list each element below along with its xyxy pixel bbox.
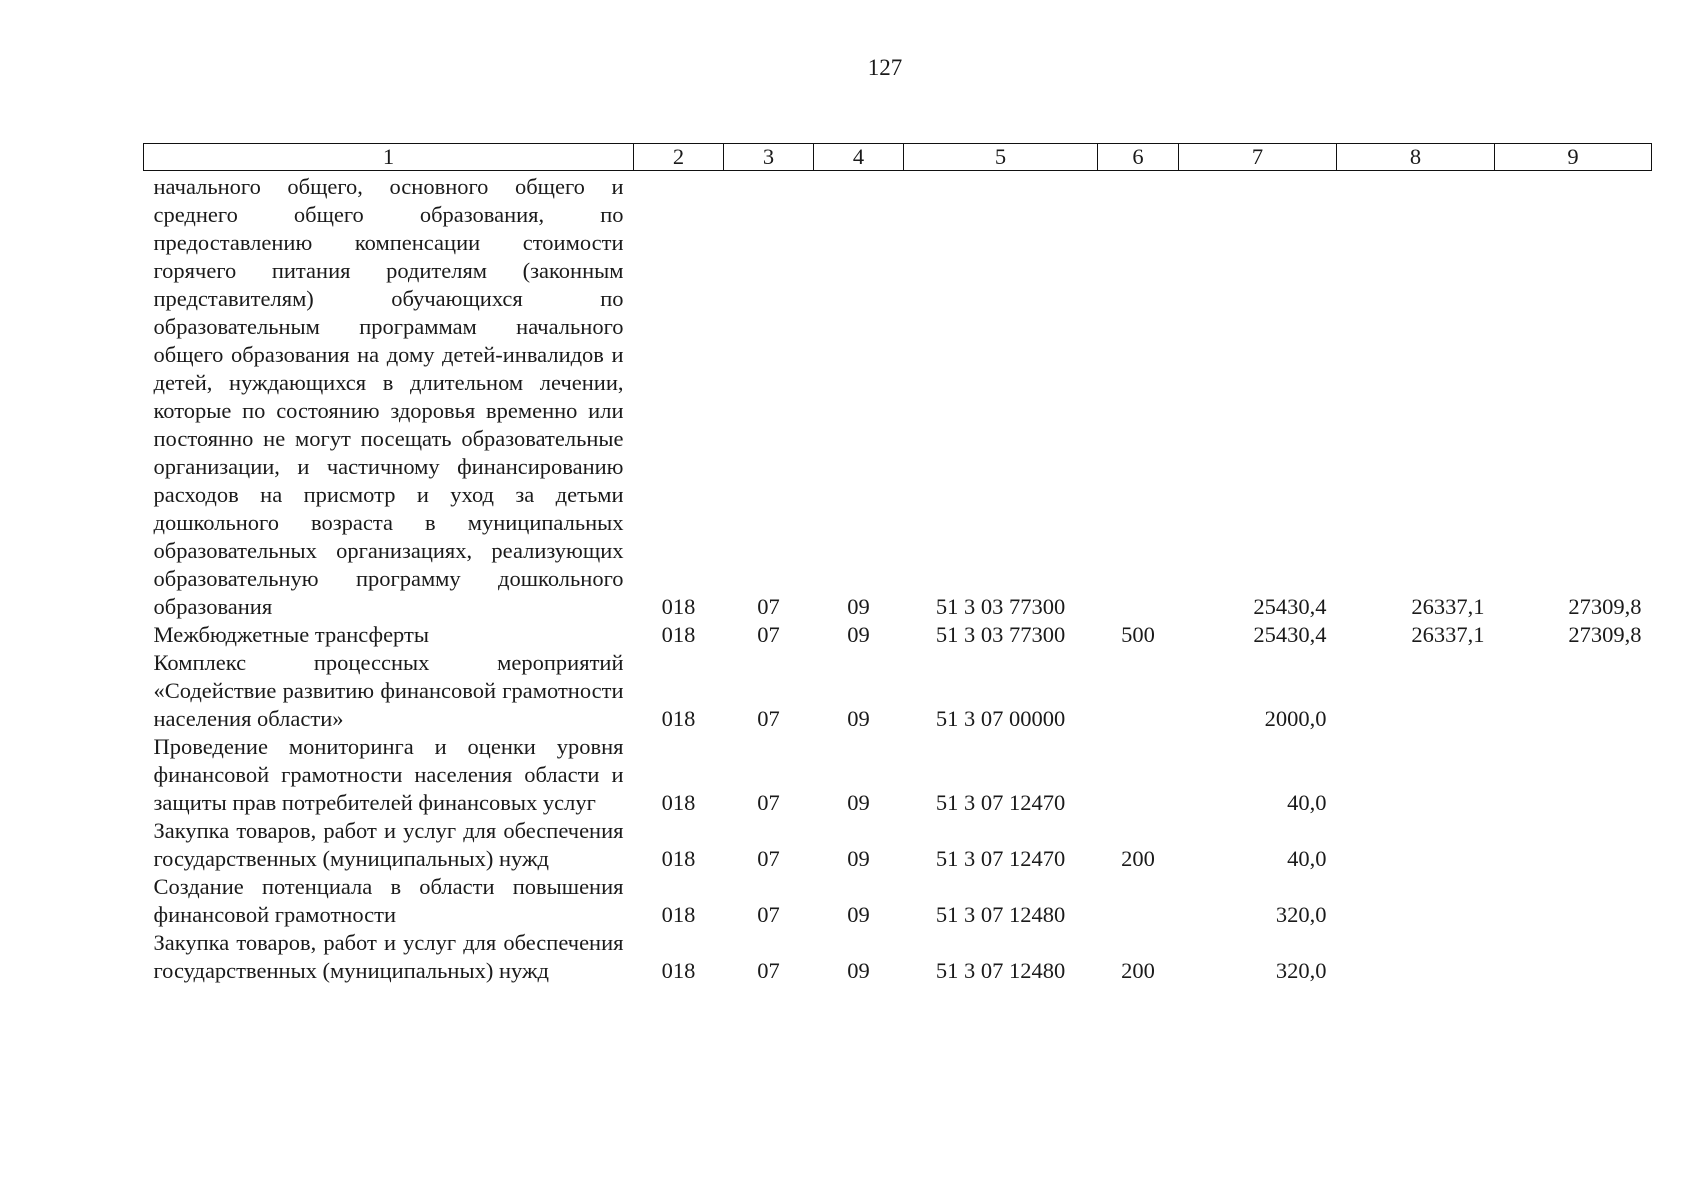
table-row [144,649,1652,733]
row-amount-col8 [1337,817,1495,873]
row-ministry-code: 018 [661,790,696,815]
row-amount-col8: 26337,1 [1411,622,1485,647]
row-expense-type [1098,733,1179,817]
row-subsection-code: 09 [847,622,870,647]
row-ministry-code: 018 [661,594,696,619]
table-row [144,733,1652,817]
row-subsection-code: 09 [847,902,870,927]
row-amount-col8 [1337,649,1495,733]
row-amount-col7: 40,0 [1287,846,1327,871]
row-section-code: 07 [757,594,780,619]
row-expense-type [1098,171,1179,622]
row-amount-col9 [1495,733,1652,817]
row-amount-col7: 25430,4 [1253,622,1327,647]
row-expense-type [1098,873,1179,929]
row-target-article: 51 3 07 00000 [935,706,1066,731]
row-description: начального общего, основного общего и среднего общего образования, по предоставлению компенсации стоимости горячего питания родителям (законным представителям) обучающихся по образовательным программам начального общего образования на дому детей-инвалидов и детей, нуждающихся в длительном лечении, которые по состоянию здоровья временно или постоянно не могут посещать образовательные организации, и частичному финансированию расходов на присмотр и уход за детьми дошкольного возраста в муниципальных образовательных организациях, реализующих образовательную программу дошкольного образования [153,174,624,619]
row-section-code: 07 [757,622,780,647]
row-description: Закупка товаров, работ и услуг для обеспечения государственных (муниципальных) нужд [153,930,624,983]
header-col-5: 5 [904,144,1098,171]
row-amount-col9 [1495,649,1652,733]
row-subsection-code: 09 [847,594,870,619]
row-amount-col7: 2000,0 [1264,706,1327,731]
table-row [144,621,1652,649]
row-target-article: 51 3 07 12480 [935,958,1066,983]
row-description: Проведение мониторинга и оценки уровня финансовой грамотности населения области и защиты прав потребителей финансовых услуг [153,734,624,815]
row-target-article: 51 3 03 77300 [935,594,1066,619]
row-target-article: 51 3 07 12470 [935,790,1066,815]
row-amount-col7: 25430,4 [1253,594,1327,619]
row-section-code: 07 [757,902,780,927]
table-header [144,144,1652,171]
row-section-code: 07 [757,790,780,815]
row-target-article: 51 3 07 12480 [935,902,1066,927]
header-col-4: 4 [814,144,904,171]
row-subsection-code: 09 [847,846,870,871]
row-description: Закупка товаров, работ и услуг для обеспечения государственных (муниципальных) нужд [153,818,624,871]
row-target-article: 51 3 07 12470 [935,846,1066,871]
row-description: Межбюджетные трансферты [153,622,429,647]
page-number: 127 [867,55,903,80]
row-amount-col7: 320,0 [1275,902,1327,927]
row-subsection-code: 09 [847,790,870,815]
table-row [144,817,1652,873]
row-subsection-code: 09 [847,958,870,983]
row-amount-col9 [1495,873,1652,929]
row-ministry-code: 018 [661,958,696,983]
row-amount-col7: 320,0 [1275,958,1327,983]
header-col-7: 7 [1179,144,1337,171]
row-ministry-code: 018 [661,902,696,927]
table-body [144,171,1652,986]
row-amount-col8 [1337,873,1495,929]
row-target-article: 51 3 03 77300 [935,622,1066,647]
header-col-9: 9 [1495,144,1652,171]
row-description: Комплекс процессных мероприятий «Содействие развитию финансовой грамотности населения области» [153,650,624,731]
row-amount-col8 [1337,929,1495,985]
row-amount-col9 [1495,817,1652,873]
row-section-code: 07 [757,706,780,731]
table-row [144,929,1652,985]
row-amount-col9: 27309,8 [1568,594,1642,619]
row-amount-col8: 26337,1 [1411,594,1485,619]
row-description: Создание потенциала в области повышения финансовой грамотности [153,874,624,927]
row-expense-type [1098,649,1179,733]
header-row [144,144,1652,171]
row-expense-type: 500 [1121,622,1155,647]
header-col-8: 8 [1337,144,1495,171]
header-col-6: 6 [1098,144,1179,171]
row-amount-col8 [1337,733,1495,817]
header-col-1: 1 [144,144,634,171]
row-ministry-code: 018 [661,706,696,731]
table-row [144,171,1652,622]
row-expense-type: 200 [1121,846,1155,871]
row-amount-col9: 27309,8 [1568,622,1642,647]
row-section-code: 07 [757,958,780,983]
budget-table [143,143,1652,985]
header-col-2: 2 [634,144,724,171]
row-amount-col7: 40,0 [1287,790,1327,815]
row-ministry-code: 018 [661,622,696,647]
row-ministry-code: 018 [661,846,696,871]
row-section-code: 07 [757,846,780,871]
header-col-3: 3 [724,144,814,171]
row-amount-col9 [1495,929,1652,985]
row-expense-type: 200 [1121,958,1155,983]
table-row [144,873,1652,929]
row-subsection-code: 09 [847,706,870,731]
